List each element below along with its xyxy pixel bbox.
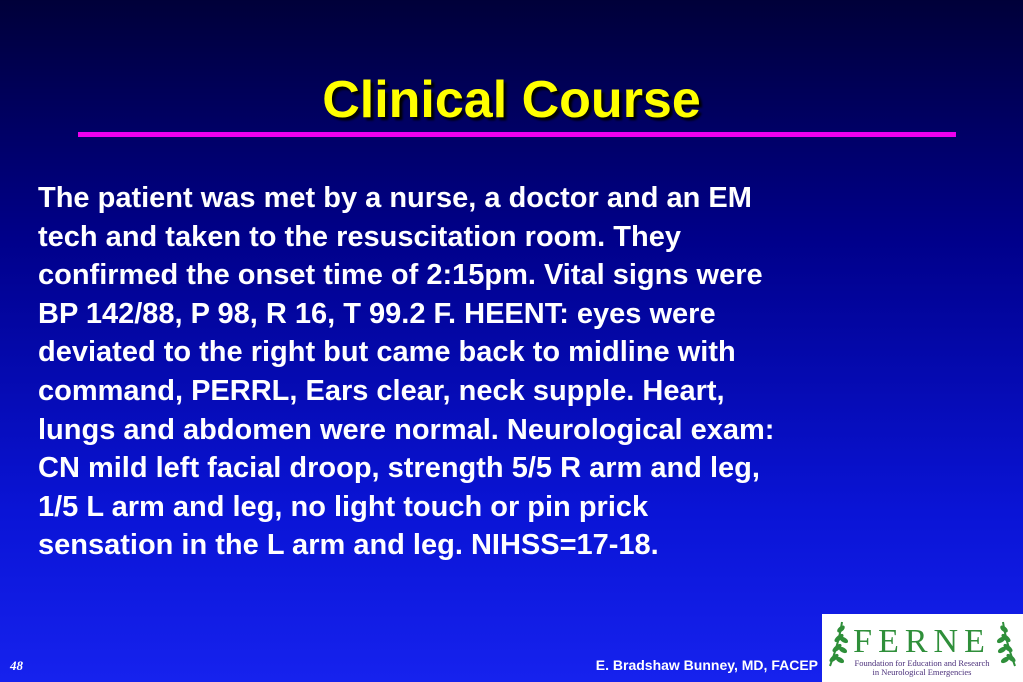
body-line: BP 142/88, P 98, R 16, T 99.2 F. HEENT: eyes were: [38, 297, 716, 330]
footer-author: E. Bradshaw Bunney, MD, FACEP: [595, 657, 818, 673]
title-underline: [78, 132, 956, 137]
ferne-logo: [822, 614, 1023, 682]
logo-wordmark: FERNE: [853, 623, 991, 660]
logo-tagline-line1: Foundation for Education and Research: [854, 658, 990, 668]
body-line: tech and taken to the resuscitation room. They: [38, 220, 681, 253]
body-paragraph: [38, 179, 1016, 565]
ferne-logo-graphic: [822, 614, 1023, 682]
body-line: 1/5 L arm and leg, no light touch or pin prick: [38, 490, 649, 523]
fern-leaf-icon: [829, 622, 849, 666]
fern-leaf-icon: [997, 622, 1017, 666]
body-line: The patient was met by a nurse, a doctor and an EM: [38, 182, 752, 214]
logo-tagline-line2: in Neurological Emergencies: [872, 667, 972, 677]
body-line: sensation in the L arm and leg. NIHSS=17-18.: [38, 529, 659, 562]
body-line: lungs and abdomen were normal. Neurological exam:: [38, 413, 775, 446]
body-line: command, PERRL, Ears clear, neck supple. Heart,: [38, 374, 725, 407]
body-line: CN mild left facial droop, strength 5/5 R arm and leg,: [38, 452, 760, 485]
body-line: confirmed the onset time of 2:15pm. Vital signs were: [38, 259, 763, 292]
body-line: deviated to the right but came back to midline with: [38, 336, 736, 369]
slide-number: 48: [10, 658, 23, 673]
slide-title: Clinical Course: [322, 71, 701, 129]
